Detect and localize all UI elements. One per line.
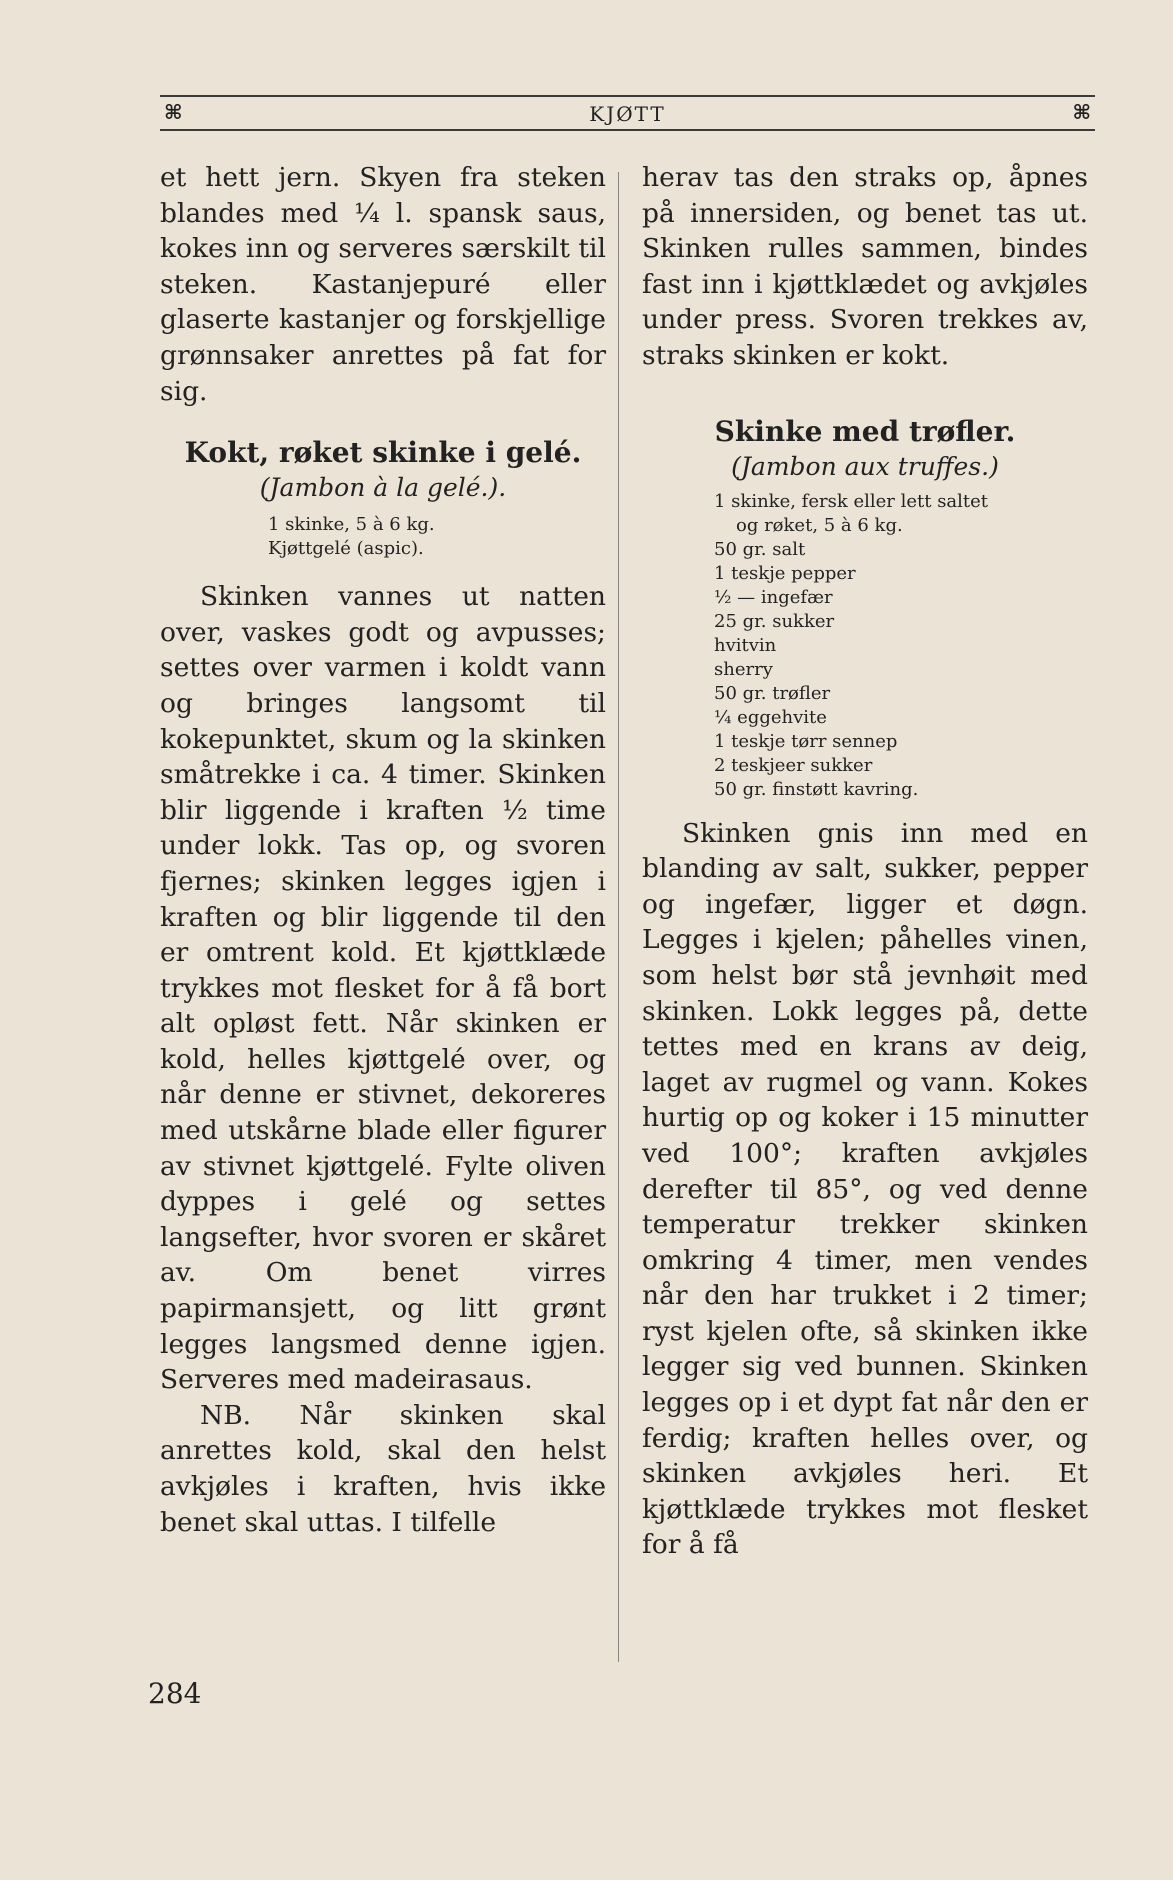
recipe-note: NB. Når skinken skal anrettes kold, skal den helst avkjøles i kraften, hvis ikke benet skal uttas. I tilfelle [160,1399,606,1538]
recipe-title: Skinke med trøfler. [714,414,1016,448]
header-ornament-right: ⌘ [1072,100,1091,124]
ingredient-item: og røket, 5 à 6 kg. [736,514,903,536]
running-header [160,95,1095,133]
ingredient-item: 25 gr. sukker [714,610,835,632]
ingredient-item: 50 gr. finstøtt kavring. [714,778,919,800]
right-column [642,160,1088,1563]
ingredient-item: 50 gr. trøfler [714,682,831,704]
continued-paragraph: et hett jern. Skyen fra steken blandes med ¼ l. spansk saus, kokes inn og serveres særskilt til steken. Kastanjepuré eller glaserte kastanjer og forskjellige grønnsaker anrettes på fat for sig. [160,162,606,407]
ingredient-item: 1 skinke, fersk eller lett saltet [714,490,989,512]
recipe-title: Kokt, røket skinke i gelé. [184,436,582,470]
header-rule-bottom [160,129,1095,131]
ingredient-item: ¼ eggehvite [714,706,827,728]
ingredient-item: 1 teskje pepper [714,562,856,584]
ingredient-item: 2 teskjeer sukker [714,754,873,776]
ingredient-item: 50 gr. salt [714,538,806,560]
header-ornament-left: ⌘ [164,100,183,124]
ingredient-item: Kjøttgelé (aspic). [268,538,424,560]
left-column [160,160,606,1540]
ingredient-item: ½ — ingefær [714,586,833,608]
recipe-instructions: Skinken vannes ut natten over, vaskes godt og avpusses; settes over varmen i koldt vann og bringes langsomt til kokepunktet, skum og la skinken småtrekke i ca. 4 timer. Skinken blir liggende i kraften ½ time under lokk. Tas op, og svoren fjernes; skinken legges igjen i kraften og blir liggende til den er omtrent kold. Et kjøttklæde trykkes mot flesket for å få bort alt opløst fett. Når skinken er kold, helles kjøttgelé over, og når denne er stivnet, dekoreres med utskårne blade eller figurer av stivnet kjøttgelé. Fylte oliven dyppes i gelé og settes langsefter, hvor svoren er skåret av. Om benet virres papirmansjett, og litt grønt legges langsmed denne igjen. Serveres med madeirasaus. [160,581,606,1396]
ingredient-item: 1 teskje tørr sennep [714,730,898,752]
header-title: KJØTT [589,102,666,126]
ingredient-list [160,513,606,561]
header-rule-top [160,95,1095,97]
continued-paragraph: herav tas den straks op, åpnes på innersiden, og benet tas ut. Skinken rulles sammen, bindes fast inn i kjøttklædet og avkjøles under press. Svoren trekkes av, straks skinken er kokt. [642,162,1088,371]
column-divider [618,172,619,1662]
ingredient-item: 1 skinke, 5 à 6 kg. [268,514,435,536]
ingredient-list [642,490,1088,802]
page-number: 284 [148,1677,202,1710]
ingredient-item: hvitvin [714,634,777,656]
ingredient-item: sherry [714,658,773,680]
recipe-subtitle: (Jambon aux truffes.) [731,451,999,481]
recipe-subtitle: (Jambon à la gelé.). [259,473,507,503]
recipe-instructions: Skinken gnis inn med en blanding av salt, sukker, pepper og ingefær, ligger et døgn. Legges i kjelen; påhelles vinen, som helst bør stå jevnhøit med skinken. Lokk legges på, dette tettes med en krans av deig, laget av rugmel og vann. Kokes hurtig op og koker i 15 minutter ved 100°; kraften avkjøles derefter til 85°, og ved denne temperatur trekker skinken omkring 4 timer, men vendes når den har trukket i 2 timer; ryst kjelen ofte, så skinken ikke legger sig ved bunnen. Skinken legges op i et dypt fat når den er ferdig; kraften helles over, og skinken avkjøles heri. Et kjøttklæde trykkes mot flesket for å få [642,817,1088,1561]
